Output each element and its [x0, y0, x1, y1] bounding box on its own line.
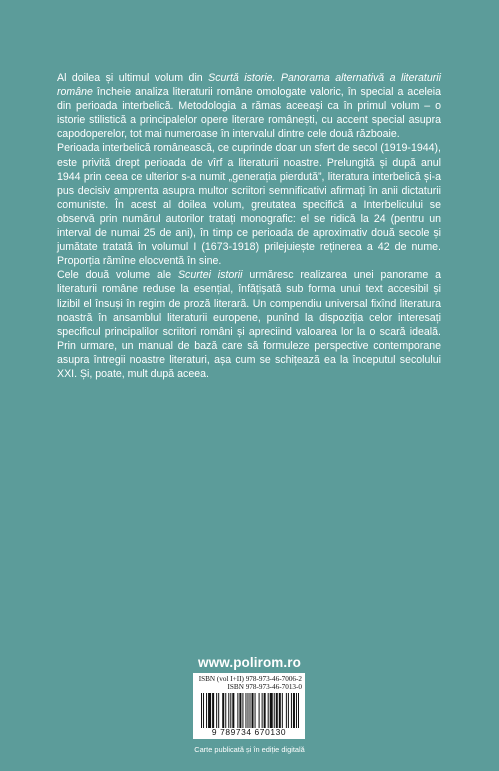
barcode-bar — [225, 693, 226, 728]
blurb-paragraph-1 — [57, 71, 441, 141]
book-title-italic: Scurtă istorie. Panorama alternativă a literaturii române — [57, 72, 442, 99]
isbn-volume-line: ISBN 978-973-46-7013-0 — [227, 683, 302, 691]
barcode-bar — [296, 693, 297, 728]
barcode-bar — [268, 693, 269, 728]
barcode-bar — [201, 693, 202, 728]
barcode-bar — [259, 693, 260, 728]
barcode-bars — [201, 693, 299, 728]
barcode-label — [193, 673, 305, 739]
barcode-bar — [206, 693, 207, 728]
barcode-bar — [255, 693, 256, 728]
barcode-bar — [270, 693, 273, 728]
barcode-bar — [242, 693, 243, 728]
barcode-bar — [276, 693, 278, 728]
barcode-bar — [247, 693, 248, 728]
blurb-paragraph-2: Perioada interbelică românească, ce cuprinde doar un sfert de secol (1919-1944), este privită drept perioada de vîrf a literaturii noastre. Prelungită și după anul 1944 prin ceea ce ulterior s-a numit „generația pierdută”, literatura interbelică și-a pus decisiv amprenta asupra multor scriitori semnificativi afirmați în anii dictaturii comuniste. În acest al doilea volum, greutatea specifică a Interbelicului se observă prin numărul autorilor tratați monografic: el se ridică la 24 (pentru un interval de numai 25 de ani), în timp ce perioada de aproximativ două secole și jumătate tratată în volumul I (1673-1918) prilejuiește reținerea a 42 de nume. Proporția rămîne elocventă în sine. — [57, 142, 441, 268]
back-cover-blurb — [57, 71, 441, 381]
blurb-paragraph-3 — [57, 268, 441, 381]
blurb-p3-intro: Cele două volume ale — [57, 269, 178, 282]
publisher-website: www.polirom.ro — [198, 655, 301, 670]
barcode-bar — [282, 693, 283, 728]
barcode-bar — [230, 693, 231, 728]
barcode-bar — [203, 693, 204, 728]
isbn-set-line: ISBN (vol I+II) 978-973-46-7006-2 — [198, 675, 302, 683]
barcode-bar — [222, 693, 224, 728]
barcode-bar — [228, 693, 229, 728]
blurb-p1-intro: Al doilea și ultimul volum din — [57, 72, 209, 84]
barcode-bar — [293, 693, 295, 728]
barcode-bar — [216, 693, 217, 728]
barcode-bar — [262, 693, 263, 728]
barcode-bar — [212, 693, 214, 728]
barcode-bar — [288, 693, 289, 728]
blurb-p3-rest: urmăresc realizarea unei panorame a literaturii române reduse la esențial, înfățișată sub forma unui text accesibil și lizibil el însuși în regim de proză literară. Un compendiu universal fixînd literatura noastră în ansamblul literaturii europene, punînd la dispoziția celor interesați specificul principalilor scriitori români și apreciind valoarea lor la o scară ideală. Prin urmare, un manual de bază care să formuleze perspective contemporane asupra întregii noastre literaturi, așa cum se schițează ea la începutul secolului XXI. Și, poate, mult după aceea. — [57, 269, 441, 380]
blurb-p1-rest: încheie analiza literaturii române omologate valoric, în special a aceleia din perioada interbelică. Metodologia a rămas aceeași ca în primul volum – o istorie stilistică a principalelor opere literare românești, cu accent special asupra capodoperelor, tot mai numeroase în intervalul dintre cele două războaie. — [57, 86, 441, 141]
barcode-bar — [291, 693, 292, 728]
barcode-digits: 9 789734 670130 — [211, 727, 287, 737]
barcode-bar — [237, 693, 238, 728]
barcode-bar — [286, 693, 287, 728]
barcode-bar — [252, 693, 254, 728]
barcode-bar — [298, 693, 299, 728]
barcode-bar — [249, 693, 250, 728]
barcode-bar — [279, 693, 281, 728]
barcode-bar — [218, 693, 219, 728]
barcode-bar — [264, 693, 266, 728]
book-title-short-italic: Scurtei istorii — [177, 269, 243, 282]
barcode-bar — [239, 693, 241, 728]
barcode-bar — [245, 693, 246, 728]
digital-edition-note: Carte publicată și în ediție digitală — [194, 745, 305, 754]
barcode-bar — [232, 693, 234, 728]
barcode-bar — [274, 693, 275, 728]
barcode-bar — [208, 693, 211, 728]
